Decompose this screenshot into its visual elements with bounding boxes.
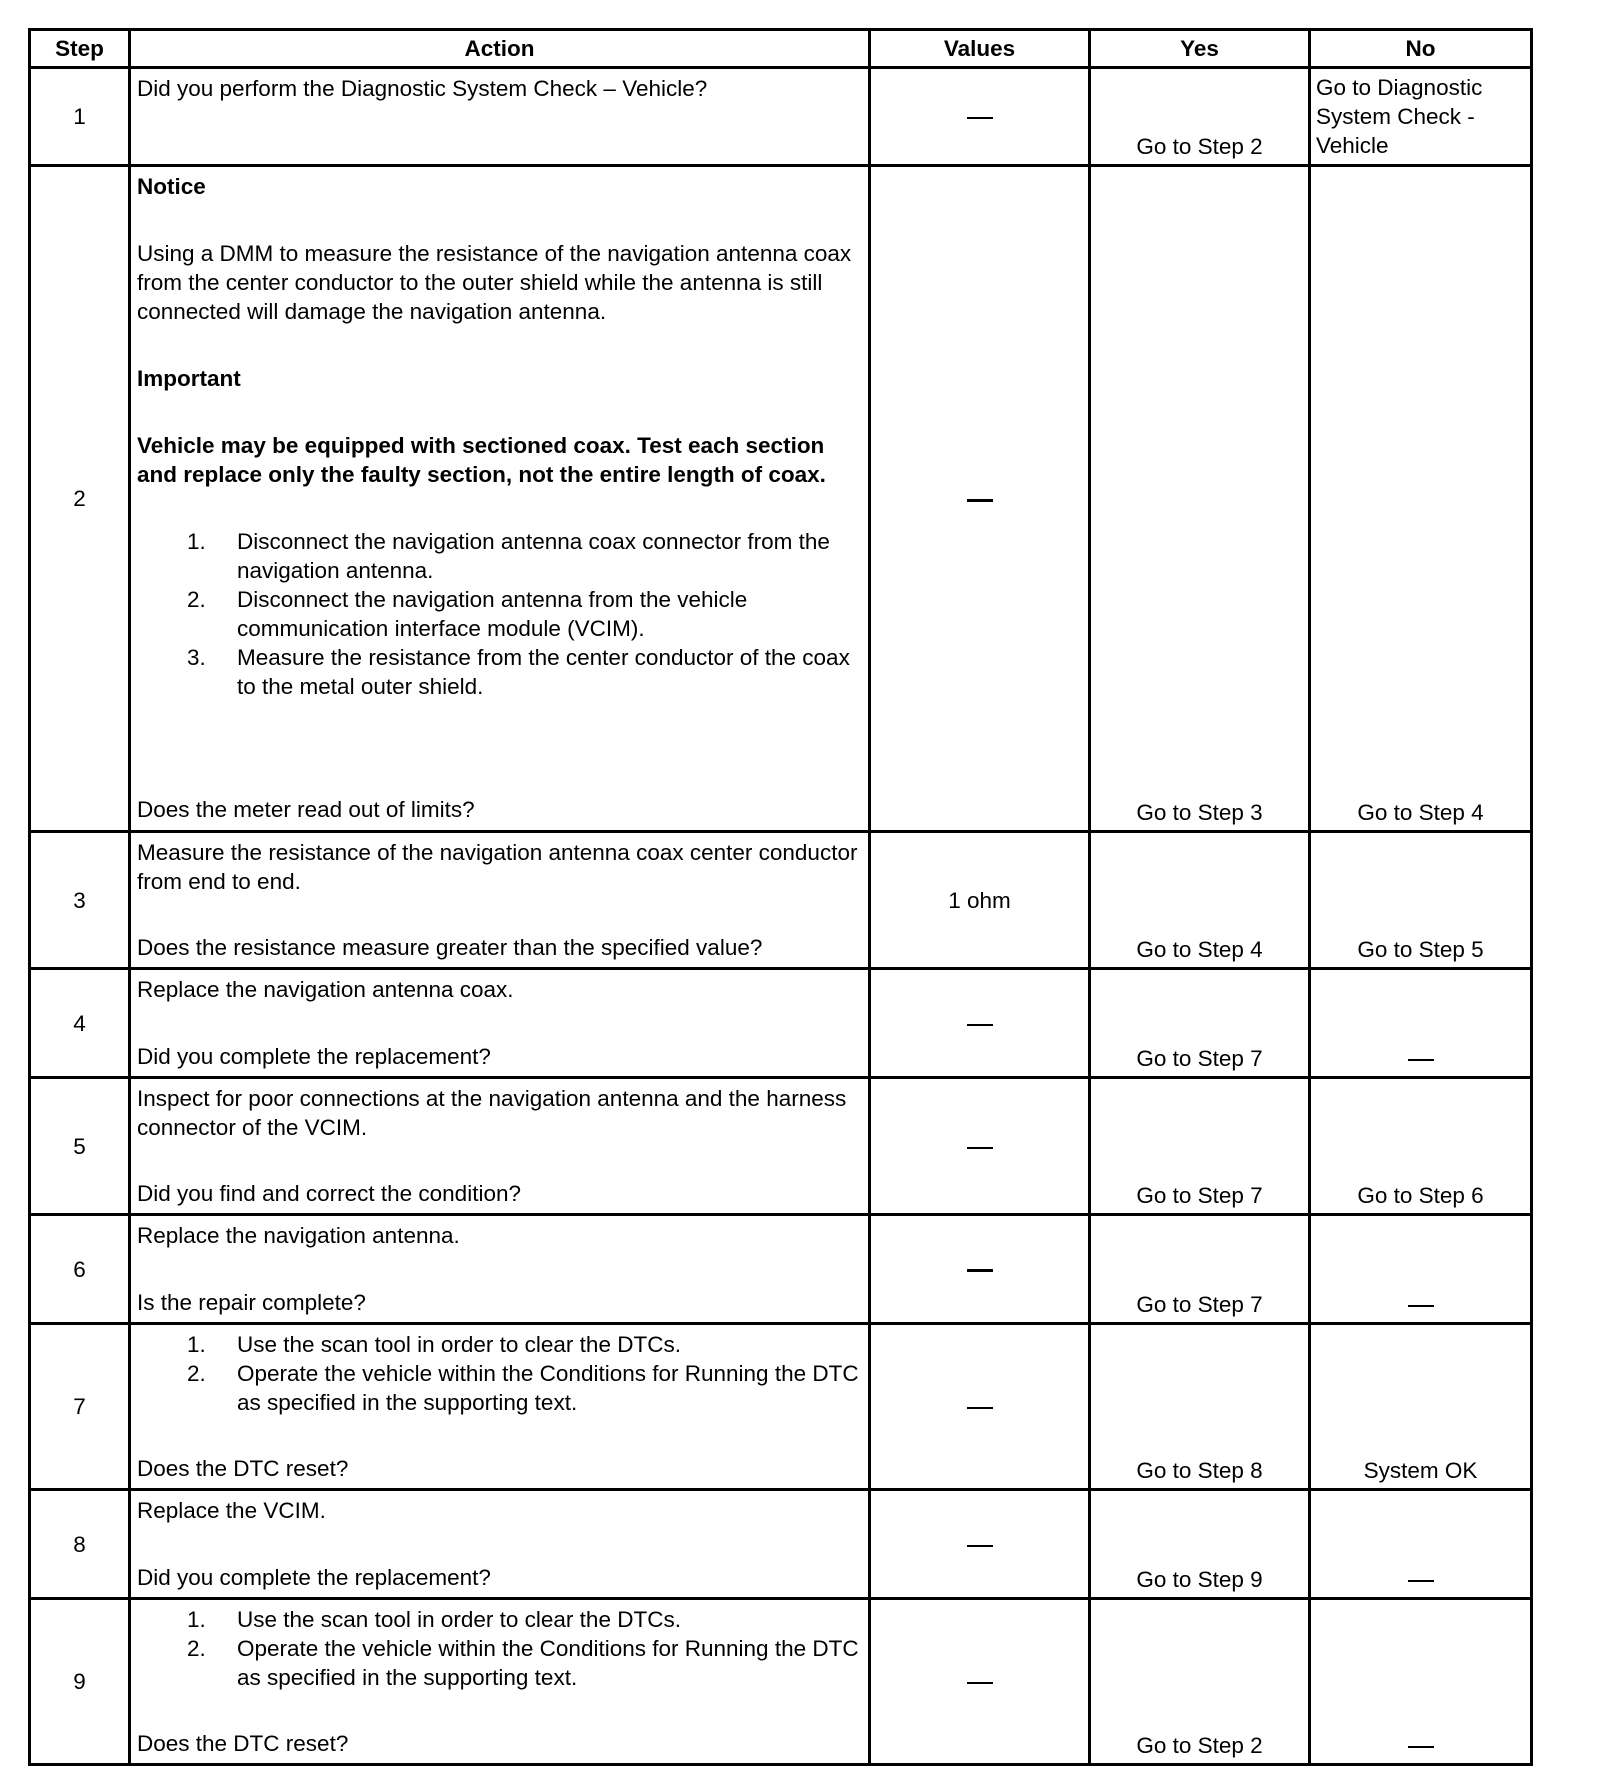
- no-cell: Go to Step 4: [1310, 166, 1532, 832]
- procedure-step: 1. Disconnect the navigation antenna coax connector from the navigation antenna.: [187, 529, 830, 583]
- action-question: Did you perform the Diagnostic System Check – Vehicle?: [137, 76, 708, 101]
- procedure-step: 2. Disconnect the navigation antenna from the vehicle communication interface module (VCIM).: [187, 587, 748, 641]
- diagnostic-table: [28, 28, 1533, 1766]
- action-cell: [130, 1490, 870, 1599]
- values-cell: [870, 166, 1090, 832]
- table-row: [30, 969, 1532, 1078]
- action-question: Does the DTC reset?: [137, 1456, 349, 1481]
- values-cell: [870, 1324, 1090, 1490]
- em-dash: [1408, 1305, 1434, 1307]
- no-cell: Go to Diagnostic System Check - Vehicle: [1310, 68, 1532, 166]
- header-row: [30, 30, 1532, 68]
- values-cell: [870, 1490, 1090, 1599]
- header-yes: Yes: [1090, 30, 1310, 68]
- em-dash: [1408, 1746, 1434, 1748]
- yes-cell: Go to Step 9: [1090, 1490, 1310, 1599]
- table-row: [30, 1078, 1532, 1215]
- em-dash: [1408, 1059, 1434, 1061]
- yes-cell: Go to Step 8: [1090, 1324, 1310, 1490]
- action-question: Does the DTC reset?: [137, 1731, 349, 1756]
- header-no: No: [1310, 30, 1532, 68]
- step-number: 6: [30, 1215, 130, 1324]
- yes-cell: Go to Step 4: [1090, 832, 1310, 969]
- procedure-steps: [137, 1605, 860, 1692]
- no-cell: [1310, 1490, 1532, 1599]
- notice-heading: Notice: [137, 174, 206, 199]
- action-text: Replace the VCIM.: [137, 1498, 326, 1523]
- action-question: Does the resistance measure greater than the specified value?: [137, 935, 763, 960]
- values-cell: [870, 1078, 1090, 1215]
- action-cell: [130, 166, 870, 832]
- header-values: Values: [870, 30, 1090, 68]
- important-heading: Important: [137, 366, 241, 391]
- action-cell: [130, 1078, 870, 1215]
- action-cell: [130, 832, 870, 969]
- action-text: Replace the navigation antenna coax.: [137, 977, 514, 1002]
- no-cell: [1310, 1599, 1532, 1765]
- values-cell: [870, 68, 1090, 166]
- values-cell: [870, 1215, 1090, 1324]
- table-row: [30, 166, 1532, 832]
- em-dash: [967, 1024, 993, 1026]
- procedure-step: 1. Use the scan tool in order to clear the DTCs.: [187, 1607, 681, 1632]
- procedure-step: 2. Operate the vehicle within the Conditions for Running the DTC as specified in the supporting text.: [187, 1361, 859, 1415]
- action-text: Replace the navigation antenna.: [137, 1223, 460, 1248]
- values-cell: [870, 969, 1090, 1078]
- yes-cell: Go to Step 7: [1090, 969, 1310, 1078]
- action-cell: [130, 969, 870, 1078]
- values-cell: 1 ohm: [870, 832, 1090, 969]
- no-cell: Go to Step 6: [1310, 1078, 1532, 1215]
- yes-cell: Go to Step 2: [1090, 68, 1310, 166]
- procedure-step: 1. Use the scan tool in order to clear the DTCs.: [187, 1332, 681, 1357]
- action-text: Inspect for poor connections at the navigation antenna and the harness connector of the VCIM.: [137, 1086, 847, 1140]
- table-row: [30, 1599, 1532, 1765]
- table-row: [30, 1215, 1532, 1324]
- yes-cell: Go to Step 2: [1090, 1599, 1310, 1765]
- action-question: Does the meter read out of limits?: [137, 797, 475, 822]
- no-cell: [1310, 969, 1532, 1078]
- step-number: 3: [30, 832, 130, 969]
- em-dash: [967, 1147, 993, 1149]
- no-cell: [1310, 1215, 1532, 1324]
- no-cell: Go to Step 5: [1310, 832, 1532, 969]
- table-row: [30, 1324, 1532, 1490]
- yes-cell: Go to Step 3: [1090, 166, 1310, 832]
- header-step: Step: [30, 30, 130, 68]
- table-row: [30, 68, 1532, 166]
- step-number: 2: [30, 166, 130, 832]
- table-row: [30, 832, 1532, 969]
- step-number: 1: [30, 68, 130, 166]
- em-dash: [967, 117, 993, 119]
- action-text: Measure the resistance of the navigation antenna coax center conductor from end to end.: [137, 840, 858, 894]
- yes-cell: Go to Step 7: [1090, 1215, 1310, 1324]
- header-action: Action: [130, 30, 870, 68]
- em-dash: [967, 1545, 993, 1547]
- action-cell: [130, 1215, 870, 1324]
- procedure-steps: [137, 1330, 860, 1417]
- procedure-step: 2. Operate the vehicle within the Conditions for Running the DTC as specified in the supporting text.: [187, 1636, 859, 1690]
- step-number: 7: [30, 1324, 130, 1490]
- yes-cell: Go to Step 7: [1090, 1078, 1310, 1215]
- action-cell: [130, 1324, 870, 1490]
- procedure-step: 3. Measure the resistance from the center conductor of the coax to the metal outer shield.: [187, 645, 850, 699]
- values-cell: [870, 1599, 1090, 1765]
- action-question: Did you complete the replacement?: [137, 1565, 491, 1590]
- step-number: 4: [30, 969, 130, 1078]
- notice-text: Using a DMM to measure the resistance of the navigation antenna coax from the center conductor to the outer shield while the antenna is still connected will damage the navigation antenna.: [137, 241, 852, 324]
- em-dash: [967, 1682, 993, 1684]
- em-dash: [967, 1407, 993, 1409]
- action-cell: [130, 68, 870, 166]
- procedure-steps: [137, 527, 860, 701]
- action-question: Did you find and correct the condition?: [137, 1181, 521, 1206]
- no-cell: System OK: [1310, 1324, 1532, 1490]
- em-dash: [967, 1269, 993, 1272]
- action-cell: [130, 1599, 870, 1765]
- step-number: 8: [30, 1490, 130, 1599]
- important-text: Vehicle may be equipped with sectioned coax. Test each section and replace only the faulty section, not the entire length of coax.: [137, 433, 826, 487]
- step-number: 9: [30, 1599, 130, 1765]
- table-row: [30, 1490, 1532, 1599]
- em-dash: [967, 499, 993, 502]
- action-question: Is the repair complete?: [137, 1290, 366, 1315]
- action-question: Did you complete the replacement?: [137, 1044, 491, 1069]
- step-number: 5: [30, 1078, 130, 1215]
- em-dash: [1408, 1580, 1434, 1582]
